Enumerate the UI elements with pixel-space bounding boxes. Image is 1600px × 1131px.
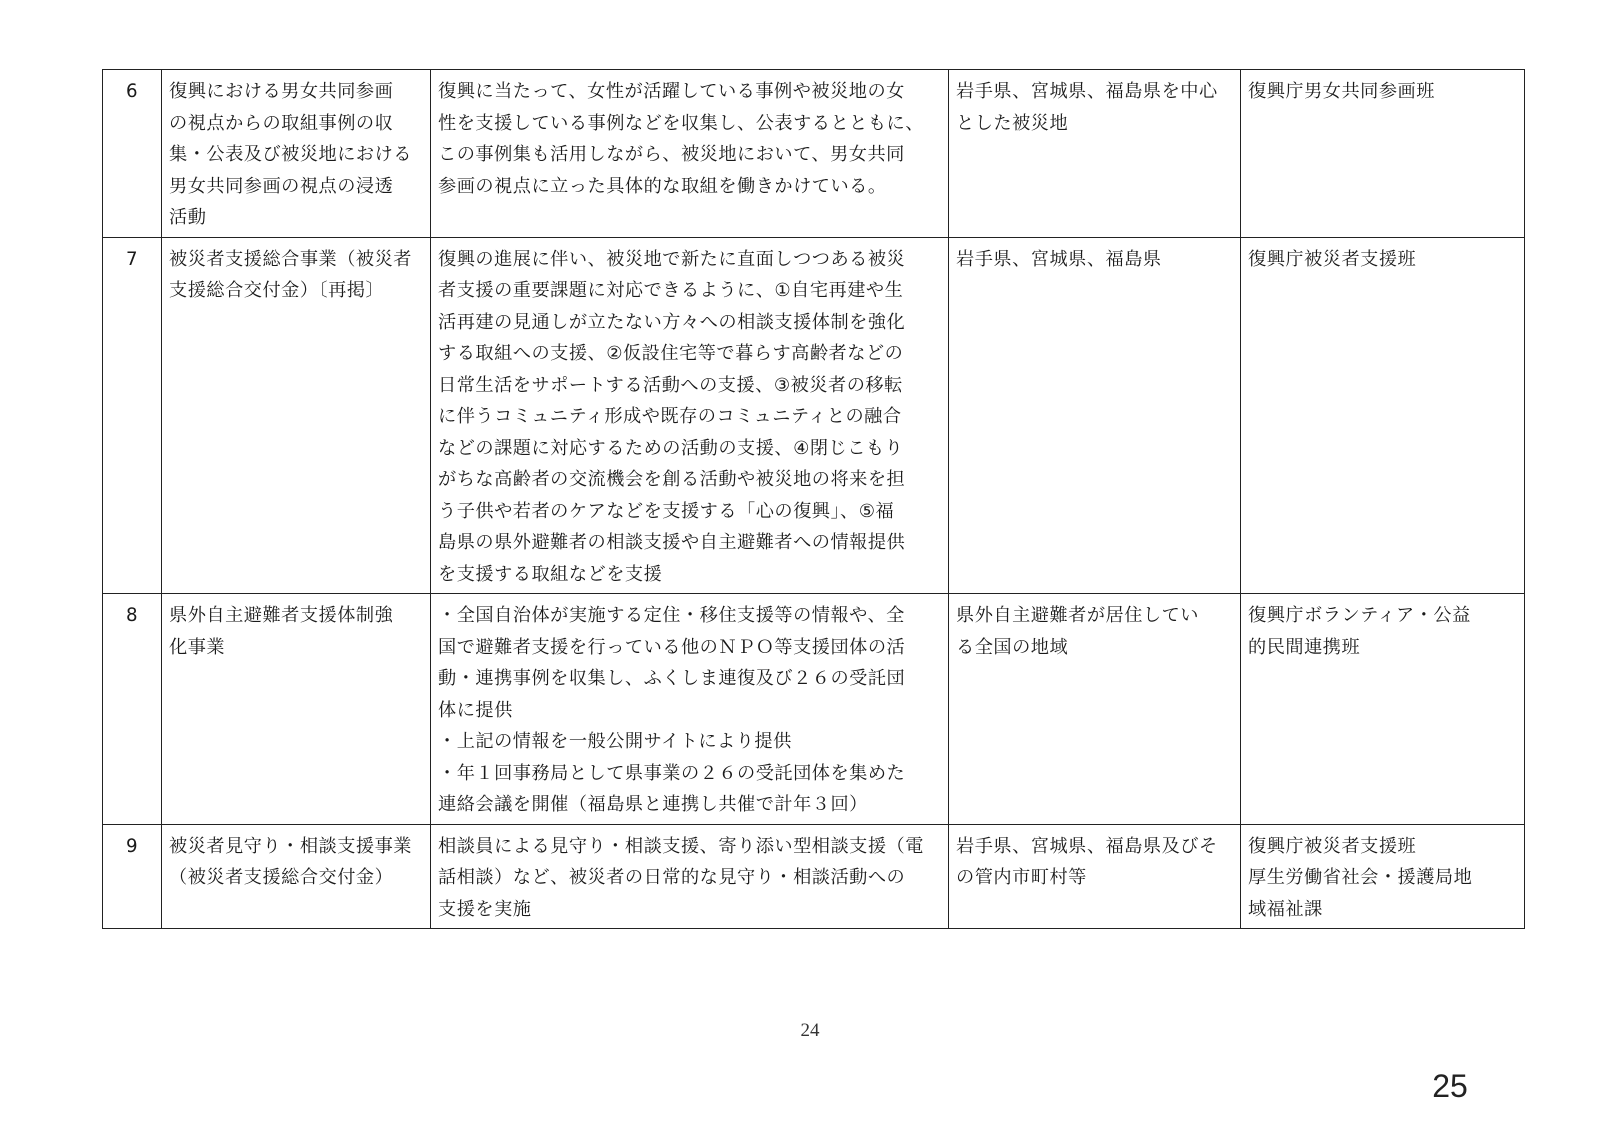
target-area-cell bbox=[949, 594, 1241, 825]
measure-name-line: の視点からの取組事例の収 bbox=[169, 112, 394, 134]
target-area-line: 岩手県、宮城県、福島県及びそ bbox=[956, 835, 1218, 857]
measure-content-line: に伴うコミュニティ形成や既存のコミュニティとの融合 bbox=[438, 406, 902, 427]
corner-page-number: 25 bbox=[1432, 1068, 1468, 1104]
target-area-line: 岩手県、宮城県、福島県 bbox=[956, 248, 1162, 270]
responsible-dept-cell bbox=[1241, 594, 1525, 825]
measure-content-line: ・上記の情報を一般公開サイトにより提供 bbox=[438, 731, 792, 752]
measure-content-line: 体に提供 bbox=[438, 699, 513, 721]
target-area-cell bbox=[949, 70, 1241, 238]
measure-content-line: などの課題に対応するための活動の支援、④閉じこもり bbox=[438, 437, 904, 459]
measure-content-line: ・全国自治体が実施する定住・移住支援等の情報や、全 bbox=[438, 605, 905, 626]
measure-content-cell bbox=[431, 237, 949, 594]
measure-name-line: 被災者見守り・相談支援事業 bbox=[169, 835, 412, 857]
target-area-cell bbox=[949, 237, 1241, 594]
measure-content-line: 相談員による見守り・相談支援、寄り添い型相談支援（電 bbox=[438, 835, 924, 857]
measure-content-line: 国で避難者支援を行っている他のＮＰＯ等支援団体の活 bbox=[438, 636, 906, 658]
measure-content-line: 連絡会議を開催（福島県と連携し共催で計年３回） bbox=[438, 794, 868, 815]
measure-name-line: 集・公表及び被災地における bbox=[169, 144, 412, 165]
measure-content-line: 復興に当たって、女性が活躍している事例や被災地の女 bbox=[438, 81, 905, 102]
target-area-line: 岩手県、宮城県、福島県を中心 bbox=[956, 81, 1218, 102]
measure-name-cell bbox=[162, 824, 431, 929]
measure-content-line: ・年１回事務局として県事業の２６の受託団体を集めた bbox=[438, 762, 906, 784]
table-row bbox=[103, 70, 1525, 238]
measure-name-line: 県外自主避難者支援体制強 bbox=[169, 605, 394, 626]
row-number: 6 bbox=[103, 70, 162, 238]
table-row bbox=[103, 824, 1525, 929]
measure-name-line: 支援総合交付金）〔再掲〕 bbox=[169, 280, 385, 301]
target-area-line: る全国の地域 bbox=[956, 636, 1069, 658]
measure-content-cell bbox=[431, 70, 949, 238]
responsible-dept-line: 復興庁ボランティア・公益 bbox=[1248, 605, 1471, 626]
measure-content-line: 日常生活をサポートする活動への支援、③被災者の移転 bbox=[438, 374, 903, 396]
measure-content-line: 活再建の見通しが立たない方々への相談支援体制を強化 bbox=[438, 311, 906, 333]
measure-content-line: を支援する取組などを支援 bbox=[438, 563, 663, 585]
measure-name-line: 被災者支援総合事業（被災者 bbox=[169, 248, 412, 270]
measure-content-line: する取組への支援、②仮設住宅等で暮らす高齢者などの bbox=[438, 343, 904, 364]
measure-content-cell bbox=[431, 824, 949, 929]
target-area-line: 県外自主避難者が居住してい bbox=[956, 605, 1199, 626]
page-number: 24 bbox=[800, 1020, 820, 1041]
measure-name-line: 男女共同参画の視点の浸透 bbox=[169, 175, 394, 197]
responsible-dept-line: 復興庁被災者支援班 bbox=[1248, 835, 1417, 857]
responsible-dept-line: 域福祉課 bbox=[1248, 898, 1323, 920]
measure-name-line: 化事業 bbox=[169, 636, 226, 658]
responsible-dept-cell bbox=[1241, 824, 1525, 929]
target-area-line: の管内市町村等 bbox=[956, 867, 1087, 888]
measure-content-line: 話相談）など、被災者の日常的な見守り・相談活動への bbox=[438, 867, 906, 888]
row-number: 8 bbox=[103, 594, 162, 825]
measure-content-line: 参画の視点に立った具体的な取組を働きかけている。 bbox=[438, 175, 887, 197]
measure-content-line: この事例集も活用しながら、被災地において、男女共同 bbox=[438, 144, 905, 165]
measure-content-cell bbox=[431, 594, 949, 825]
target-area-line: とした被災地 bbox=[956, 112, 1069, 134]
measure-content-line: 島県の県外避難者の相談支援や自主避難者への情報提供 bbox=[438, 532, 906, 553]
measure-content-line: がちな高齢者の交流機会を創る活動や被災地の将来を担 bbox=[438, 469, 906, 490]
measures-table-body bbox=[103, 70, 1525, 929]
row-number: 7 bbox=[103, 237, 162, 594]
target-area-cell bbox=[949, 824, 1241, 929]
responsible-dept-line: 的民間連携班 bbox=[1248, 636, 1361, 658]
measure-name-line: 活動 bbox=[169, 207, 207, 228]
measure-name-cell bbox=[162, 594, 431, 825]
row-number: 9 bbox=[103, 824, 162, 929]
measure-content-line: 支援を実施 bbox=[438, 898, 532, 920]
table-row bbox=[103, 594, 1525, 825]
table-row bbox=[103, 237, 1525, 594]
responsible-dept-line: 厚生労働省社会・援護局地 bbox=[1248, 867, 1473, 888]
responsible-dept-line: 復興庁被災者支援班 bbox=[1248, 248, 1417, 270]
measure-name-line: 復興における男女共同参画 bbox=[169, 81, 394, 102]
responsible-dept-line: 復興庁男女共同参画班 bbox=[1248, 81, 1435, 102]
measures-table bbox=[102, 69, 1525, 929]
measure-name-cell bbox=[162, 70, 431, 238]
measure-content-line: 者支援の重要課題に対応できるように、①自宅再建や生 bbox=[438, 280, 904, 301]
measure-content-line: 復興の進展に伴い、被災地で新たに直面しつつある被災 bbox=[438, 248, 906, 270]
measure-content-line: 動・連携事例を収集し、ふくしま連復及び２６の受託団 bbox=[438, 668, 906, 689]
measure-name-cell bbox=[162, 237, 431, 594]
measure-content-line: 性を支援している事例などを収集し、公表するとともに、 bbox=[438, 112, 924, 134]
responsible-dept-cell bbox=[1241, 237, 1525, 594]
responsible-dept-cell bbox=[1241, 70, 1525, 238]
measure-name-line: （被災者支援総合交付金） bbox=[169, 867, 394, 888]
measure-content-line: う子供や若者のケアなどを支援する「心の復興」、⑤福 bbox=[438, 500, 895, 522]
